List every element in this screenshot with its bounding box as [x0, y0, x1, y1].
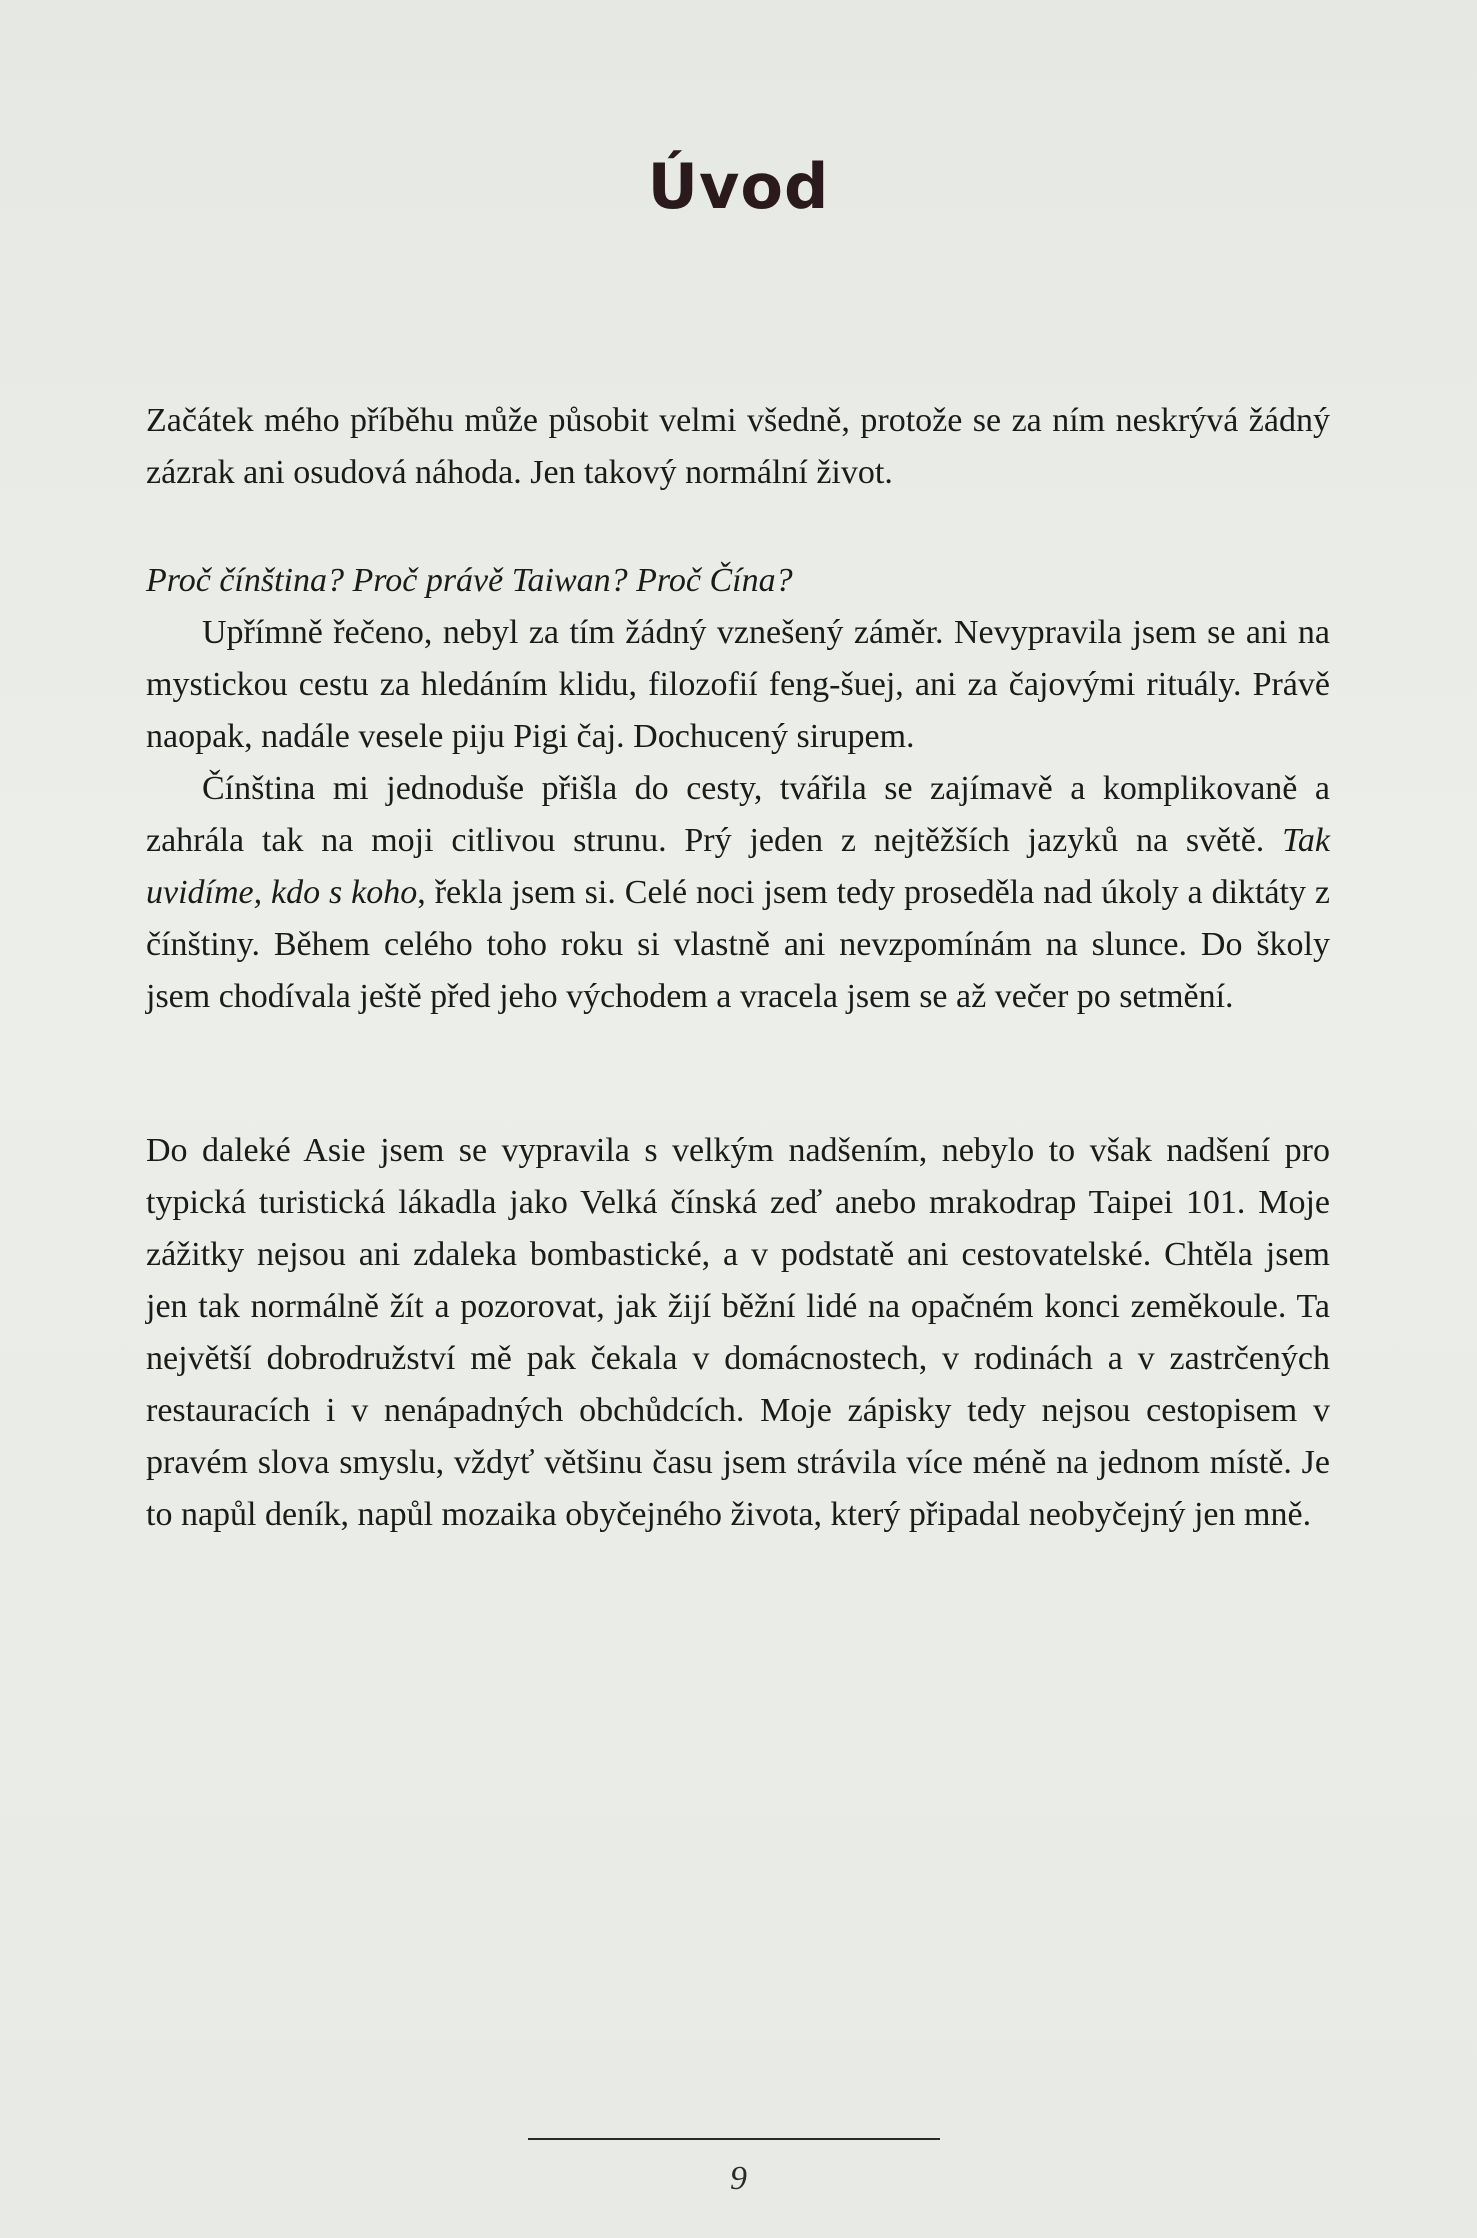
page-number: 9 — [730, 2160, 747, 2197]
paragraph-chinese-start: Čínština mi jednoduše přišla do cesty, tvářila se zajímavě a komplikovaně a zahrála tak na moji citlivou strunu. Prý jeden z nejtěžších jazyků na světě. — [146, 770, 1330, 859]
italic-phrase: Tak uvidíme, kdo s koho — [146, 822, 1330, 911]
intro-paragraph: Začátek mého příběhu může působit velmi všedně, protože se za ním neskrývá žádný zázrak ani osudová náhoda. Jen takový normální život. — [146, 402, 1330, 491]
asia-paragraph: Do daleké Asie jsem se vypravila s velkým nadšením, nebylo to však nadšení pro typická turistická lákadla jako Velká čínská zeď anebo mrakodrap Taipei 101. Moje zážitky nejsou ani zdaleka bombastické, a v podstatě ani cestovatelské. Chtěla jsem jen tak normálně žít a pozorovat, jak žijí běžní lidé na opačném konci zeměkoule. Ta největší dobrodružství mě pak čekala v domácnostech, v rodinách a v zastrčených restauracích i v nenápadných obchůdcích. Moje zápisky tedy nejsou cestopisem v pravém slova smyslu, vždyť většinu času jsem strávila více méně na jednom místě. Je to napůl deník, napůl mozaika obyčejného života, který připadal neobyčejný jen mně. — [146, 1132, 1330, 1533]
footer-rule — [528, 2138, 940, 2140]
questions-section — [146, 555, 1330, 1023]
paragraph-chinese-language — [146, 763, 1330, 1023]
paragraph-chinese-end: , řekla jsem si. Celé noci jsem tedy proseděla nad úkoly a diktáty z čínštiny. Během celého toho roku si vlastně ani nevzpomínám na slunce. Do školy jsem chodívala ještě před jeho východem a vracela jsem se až večer po setmění. — [146, 874, 1330, 1015]
chapter-title: Úvod — [647, 150, 830, 223]
questions-line: Proč čínština? Proč právě Taiwan? Proč Čína? — [146, 562, 793, 599]
paragraph-reasons: Upřímně řečeno, nebyl za tím žádný vznešený záměr. Nevypravila jsem se ani na mystickou cestu za hledáním klidu, filozofií feng-šuej, ani za čajovými rituály. Právě naopak, nadále vesele piju Pigi čaj. Dochucený sirupem. — [146, 614, 1330, 755]
